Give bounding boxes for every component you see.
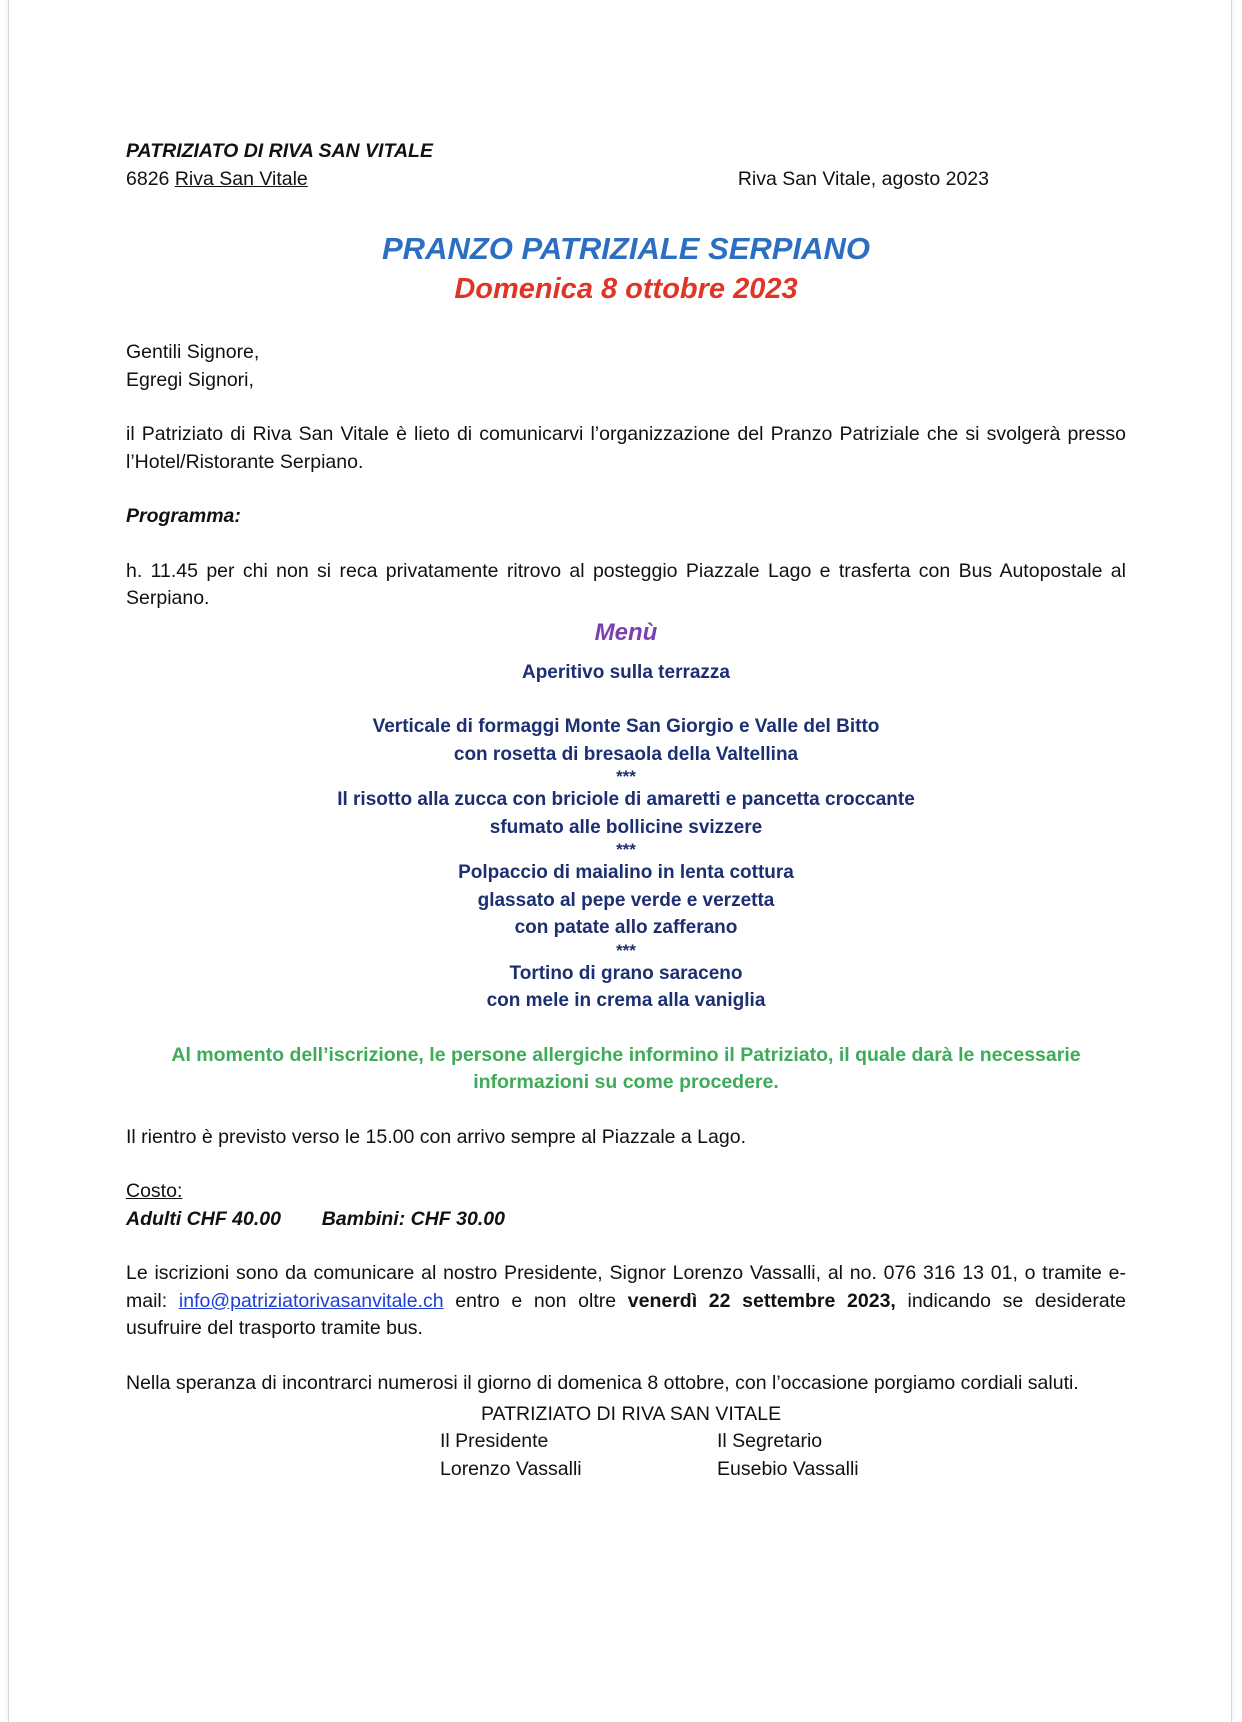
- president-title: Il Presidente: [440, 1430, 549, 1452]
- letter-date: Riva San Vitale, agosto 2023: [737, 167, 989, 190]
- menu-course-4-line-2: con mele in crema alla vaniglia: [486, 990, 766, 1011]
- letter-body: [126, 138, 1126, 1491]
- closing-paragraph: Nella speranza di incontrarci numerosi il giorno di domenica 8 ottobre, con l’occasione porgiamo cordiali saluti.: [126, 1371, 1079, 1394]
- sender-org: PATRIZIATO DI RIVA SAN VITALE: [126, 140, 433, 162]
- president-name: Lorenzo Vassalli: [440, 1457, 582, 1480]
- greeting-line-2: Egregi Signori,: [126, 368, 254, 391]
- sender-address: [126, 166, 308, 194]
- menu-course-3-line-2: glassato al pepe verde e verzetta: [477, 889, 775, 911]
- document-page: [8, 0, 1232, 1722]
- menu-course-1-line-2: con rosetta di bresaola della Valtellina: [453, 743, 799, 765]
- registration-text-1: Le iscrizioni sono da comunicare al nostro Presidente, Signor Lorenzo Vassalli, al no. 076 316 13 01, o tramite e-mail:: [126, 1262, 1126, 1312]
- event-date: Domenica 8 ottobre 2023: [454, 273, 798, 305]
- registration-text-3: indicando se desiderate usufruire del trasporto tramite bus.: [126, 1289, 1126, 1339]
- menu-course-3-line-3: con patate allo zafferano: [514, 917, 738, 938]
- signature-secretary: [717, 1428, 859, 1483]
- menu-course-2-line-2: sfumato alle bollicine svizzere: [489, 816, 763, 838]
- menu-separator: ***: [616, 940, 636, 960]
- program-text: h. 11.45 per chi non si reca privatamente ritrovo al posteggio Piazzale Lago e trasferta con Bus Autopostale al Serpiano.: [126, 559, 1126, 609]
- menu-list: [126, 649, 1126, 1015]
- menu-separator: ***: [616, 767, 636, 786]
- greeting-line-1: Gentili Signore,: [126, 341, 260, 363]
- registration-text-2: entro e non oltre: [443, 1289, 628, 1312]
- program-label: Programma:: [126, 505, 241, 527]
- menu-course-1-line-1: Verticale di formaggi Monte San Giorgio e Valle del Bitto: [372, 716, 880, 737]
- allergy-note-line-2: informazioni su come procedere.: [473, 1071, 779, 1093]
- allergy-note-line-1: Al momento dell’iscrizione, le persone allergiche informino il Patriziato, il quale darà le necessarie: [171, 1043, 1081, 1066]
- menu-title: Menù: [594, 618, 658, 646]
- letterhead: [126, 138, 1126, 193]
- cost-children: Bambini: CHF 30.00: [321, 1207, 505, 1230]
- signature-org: PATRIZIATO DI RIVA SAN VITALE: [481, 1403, 782, 1425]
- menu-course-2-line-1: Il risotto alla zucca con briciole di amaretti e pancetta croccante: [337, 789, 915, 810]
- sender-town: Riva San Vitale: [174, 167, 308, 190]
- registration-deadline: venerdì 22 settembre 2023,: [627, 1289, 896, 1312]
- signature-block: [126, 1401, 1126, 1491]
- allergy-note: [126, 1042, 1126, 1097]
- menu-aperitivo: Aperitivo sulla terrazza: [521, 661, 731, 683]
- secretary-name: Eusebio Vassalli: [717, 1457, 859, 1480]
- menu-course-3-line-1: Polpaccio di maialino in lenta cottura: [458, 862, 794, 883]
- event-title: PRANZO PATRIZIALE SERPIANO: [382, 231, 870, 266]
- postal-code: 6826: [126, 167, 170, 190]
- signature-president: [440, 1428, 582, 1483]
- return-info: Il rientro è previsto verso le 15.00 con arrivo sempre al Piazzale a Lago.: [126, 1125, 746, 1148]
- registration-paragraph: [126, 1260, 1126, 1343]
- cost-adults: Adulti CHF 40.00: [126, 1207, 281, 1230]
- email-link[interactable]: info@patriziatorivasanvitale.ch: [178, 1289, 444, 1312]
- menu-course-4-line-1: Tortino di grano saraceno: [509, 962, 743, 984]
- intro-paragraph: il Patriziato di Riva San Vitale è lieto di comunicarvi l’organizzazione del Pranzo Patriziale che si svolgerà presso l’Hotel/Ristorante Serpiano.: [126, 423, 1126, 473]
- cost-values: [126, 1206, 1126, 1234]
- menu-separator: ***: [616, 840, 636, 859]
- secretary-title: Il Segretario: [717, 1430, 823, 1452]
- cost-label: Costo:: [126, 1180, 183, 1202]
